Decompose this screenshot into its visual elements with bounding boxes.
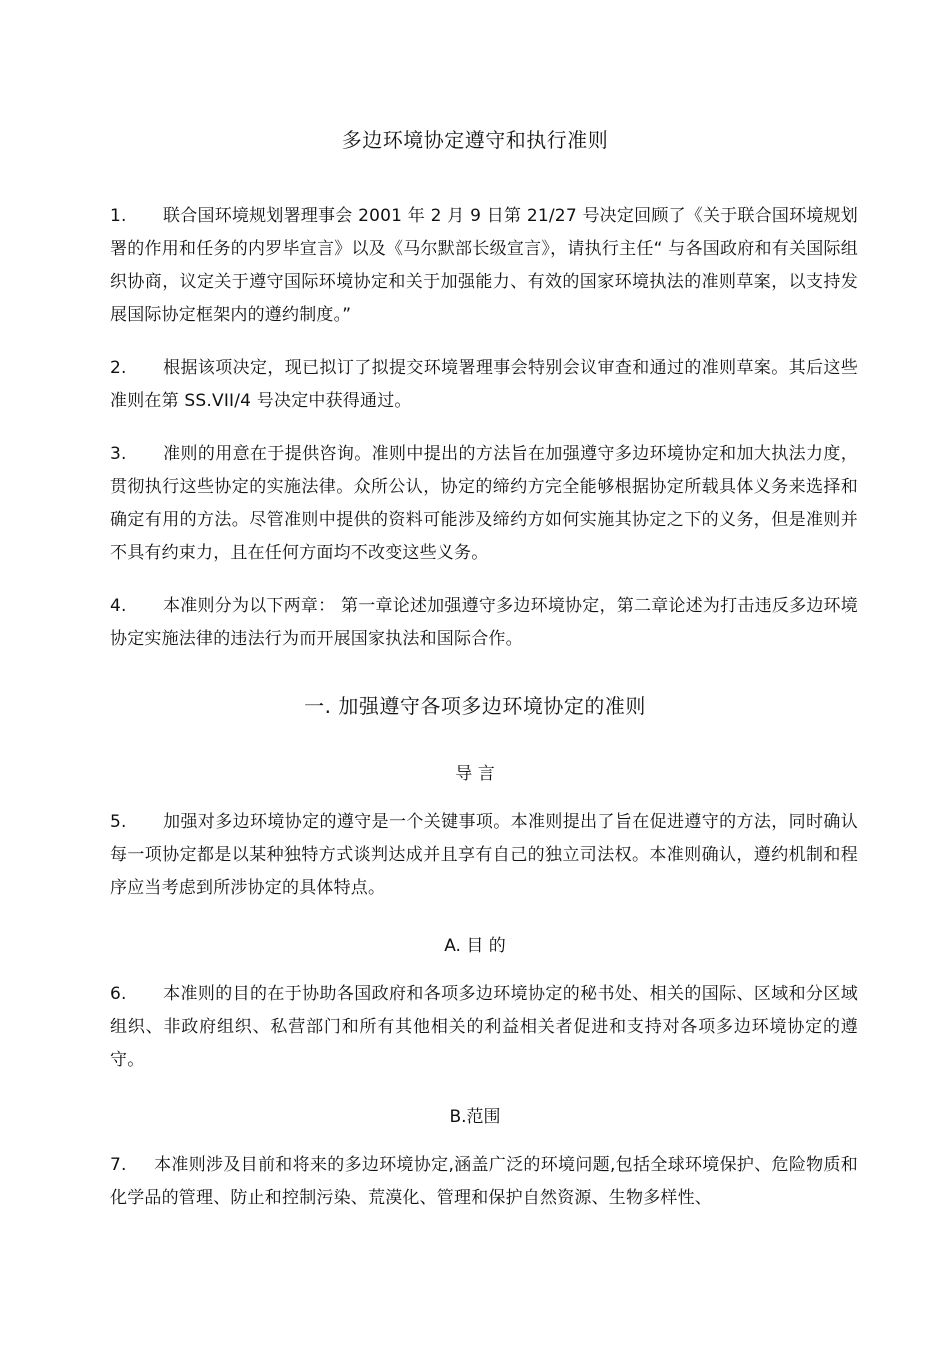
paragraph-text: 加强对多边环境协定的遵守是一个关键事项。本准则提出了旨在促进遵守的方法，同时确认每一项协定都是以某种独特方式谈判达成并且享有自己的独立司法权。本准则确认，遵约机制和程序应当考虑到所涉协定的具体特点。 <box>110 812 858 898</box>
paragraph-number: 1. <box>110 206 127 226</box>
section-b-heading: B.范围 <box>449 1107 501 1127</box>
paragraph-number: 3. <box>110 444 127 464</box>
paragraph-5 <box>110 806 858 905</box>
intro-heading: 导 言 <box>455 764 495 784</box>
paragraph-text: 准则的用意在于提供咨询。准则中提出的方法旨在加强遵守多边环境协定和加大执法力度，贯彻执行这些协定的实施法律。众所公认，协定的缔约方完全能够根据协定所载具体义务来选择和确定有用的方法。尽管准则中提供的资料可能涉及缔约方如何实施其协定之下的义务，但是准则并不具有约束力，且在任何方面均不改变这些义务。 <box>110 444 858 563</box>
paragraph-number: 7. <box>110 1155 127 1175</box>
paragraph-number: 5. <box>110 812 127 832</box>
paragraph-text: 本准则涉及目前和将来的多边环境协定,涵盖广泛的环境问题,包括全球环境保护、危险物质和化学品的管理、防止和控制污染、荒漠化、管理和保护自然资源、生物多样性、 <box>110 1155 858 1208</box>
paragraph-text: 本准则的目的在于协助各国政府和各项多边环境协定的秘书处、相关的国际、区域和分区域组织、非政府组织、私营部门和所有其他相关的利益相关者促进和支持对各项多边环境协定的遵守。 <box>110 984 858 1070</box>
chapter-one-title: 一. 加强遵守各项多边环境协定的准则 <box>304 694 646 718</box>
paragraph-number: 2. <box>110 358 127 378</box>
paragraph-4 <box>110 590 858 656</box>
paragraph-3 <box>110 438 858 570</box>
paragraph-number: 6. <box>110 984 127 1004</box>
paragraph-6 <box>110 978 858 1077</box>
paragraph-text: 根据该项决定，现已拟订了拟提交环境署理事会特别会议审查和通过的准则草案。其后这些准则在第 SS.VII/4 号决定中获得通过。 <box>110 358 858 411</box>
paragraph-7 <box>110 1149 858 1215</box>
document-title: 多边环境协定遵守和执行准则 <box>341 128 609 152</box>
paragraph-text: 联合国环境规划署理事会 2001 年 2 月 9 日第 21/27 号决定回顾了《关于联合国环境规划署的作用和任务的内罗毕宣言》以及《马尔默部长级宣言》，请执行主任“ 与各国政府和有关国际组织协商，议定关于遵守国际环境协定和关于加强能力、有效的国家环境执法的准则草案，以支持发展国际协定框架内的遵约制度。” <box>110 206 858 325</box>
section-a-heading: A. 目 的 <box>444 936 506 956</box>
paragraph-number: 4. <box>110 596 127 616</box>
paragraph-2 <box>110 352 858 418</box>
paragraph-1 <box>110 200 858 332</box>
paragraph-text: 本准则分为以下两章： 第一章论述加强遵守多边环境协定，第二章论述为打击违反多边环境协定实施法律的违法行为而开展国家执法和国际合作。 <box>110 596 858 649</box>
